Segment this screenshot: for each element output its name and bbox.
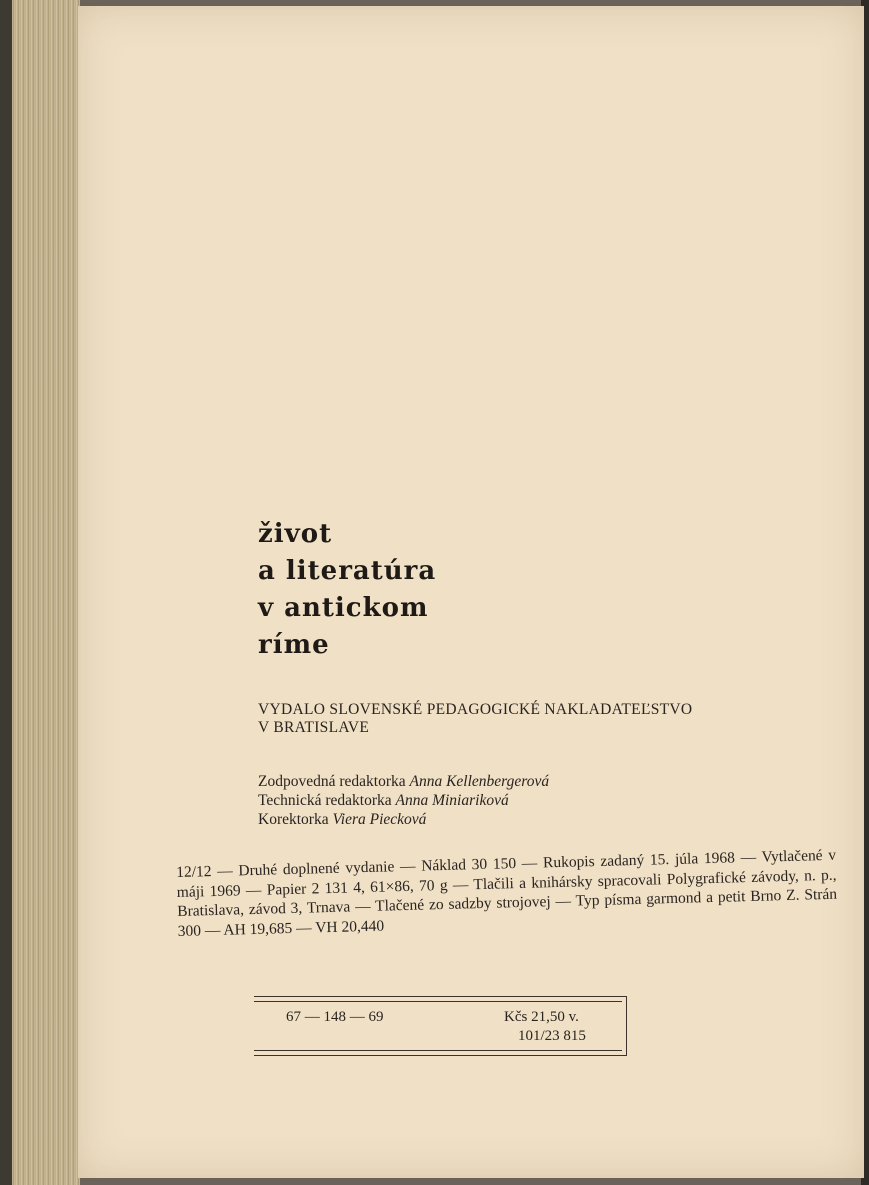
order-code: 67 — 148 — 69 xyxy=(286,1009,384,1025)
credit-name: Anna Miniariková xyxy=(395,792,509,809)
credit-row xyxy=(258,810,549,829)
title-line-3: v antickom xyxy=(258,593,429,623)
title-line-1: život xyxy=(258,519,333,549)
credit-role: Korektorka xyxy=(258,811,329,828)
credit-name: Viera Piecková xyxy=(332,811,427,828)
credit-role: Technická redaktorka xyxy=(258,792,392,809)
title-line-2: a literatúra xyxy=(258,556,437,586)
title-line-4: ríme xyxy=(258,630,330,660)
credits xyxy=(258,772,549,829)
book-page-edges xyxy=(0,0,80,1185)
credit-role: Zodpovedná redaktorka xyxy=(258,773,406,790)
price-code: 101/23 815 xyxy=(518,1028,586,1044)
price: Kčs 21,50 v. xyxy=(504,1009,579,1025)
price-box xyxy=(254,996,627,1056)
credit-name: Anna Kellenbergerová xyxy=(409,773,550,790)
credit-row xyxy=(258,772,549,791)
publisher-line-1: VYDALO SLOVENSKÉ PEDAGOGICKÉ NAKLADATEĽSTVO xyxy=(258,701,693,718)
colophon-text: 12/12 — Druhé doplnené vydanie — Náklad 30 150 — Rukopis zadaný 15. júla 1968 — Vytlačené v máji 1969 — Papier 2 131 4, 61×86, 70 g — Tlačili a knihársky spracovali Polygrafické závody, n. p., Bratislava, závod 3, Trnava — Tlačené zo sadzby strojovej — Typ písma garmond a petit Brno Z. Strán 300 — AH 19,685 — VH 20,440 xyxy=(176,846,838,940)
publisher-line-2: V BRATISLAVE xyxy=(258,719,370,736)
book-spine xyxy=(0,0,12,1185)
book-title xyxy=(258,516,436,664)
publisher-info xyxy=(258,701,692,737)
credit-row xyxy=(258,791,549,810)
